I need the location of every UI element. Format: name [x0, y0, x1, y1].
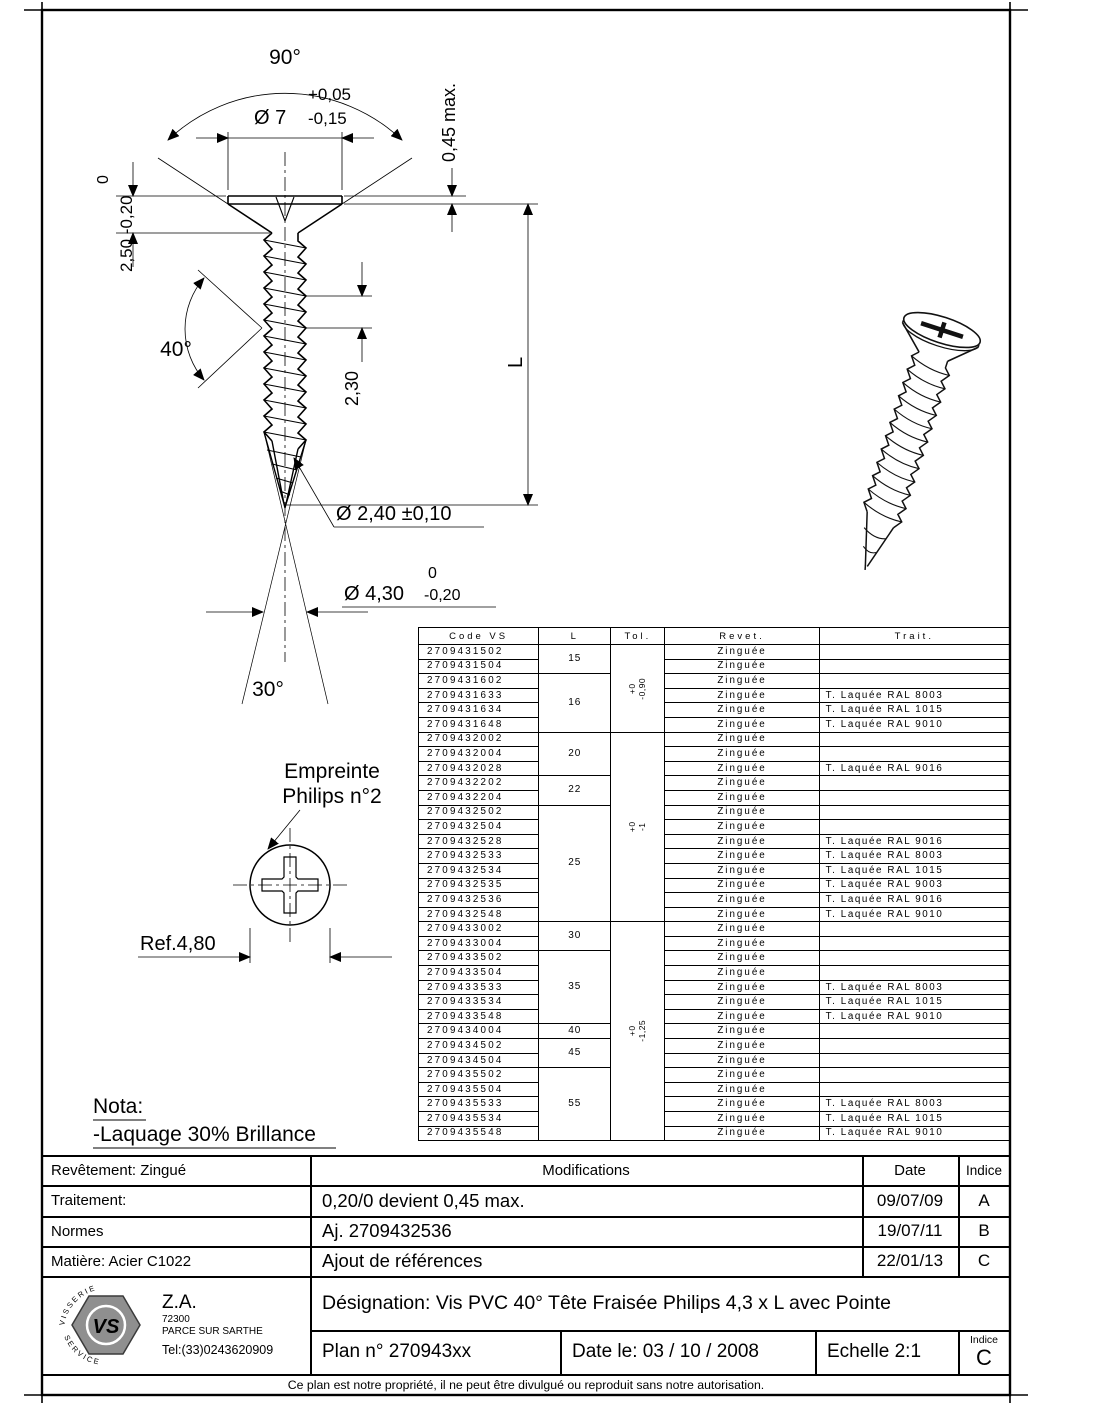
indice-label: Indice — [969, 1334, 999, 1347]
codes-row — [419, 761, 1010, 776]
revet-cell: Zinguée — [665, 922, 819, 937]
revet-cell: Zinguée — [665, 1126, 819, 1141]
vs-logo-icon — [54, 1277, 158, 1373]
codes-row — [419, 966, 1010, 981]
designation: Désignation: Vis PVC 40° Tête Fraisée Philips 4,3 x L avec Pointe — [322, 1291, 891, 1314]
modification-indice: B — [978, 1221, 990, 1240]
dim-d7-label: Ø 7 — [254, 107, 287, 129]
trait-cell: T. Laquée RAL 8003 — [819, 1097, 1009, 1112]
trait-cell — [819, 820, 1009, 835]
code-cell: 2709431504 — [419, 659, 539, 674]
indice-value: C — [976, 1344, 992, 1370]
revet-cell: Zinguée — [665, 834, 819, 849]
code-cell: 2709433534 — [419, 995, 539, 1010]
codes-row — [419, 776, 1010, 791]
modification-text: Ajout de références — [322, 1250, 483, 1271]
codes-row — [419, 834, 1010, 849]
codes-table — [418, 627, 1010, 1141]
logo-company-top: V I S S E R I E — [57, 1283, 96, 1327]
trait-cell — [819, 1082, 1009, 1097]
trait-cell: T. Laquée RAL 9010 — [819, 1009, 1009, 1024]
code-cell: 2709432028 — [419, 761, 539, 776]
modification-indice: C — [977, 1251, 991, 1270]
revet-cell: Zinguée — [665, 878, 819, 893]
code-cell: 2709433548 — [419, 1009, 539, 1024]
length-cell: 16 — [539, 674, 611, 732]
trait-cell — [819, 732, 1009, 747]
trait-cell: T. Laquée RAL 8003 — [819, 688, 1009, 703]
modification-indice: A — [978, 1190, 990, 1210]
codes-row — [419, 1068, 1010, 1083]
trait-cell — [819, 1053, 1009, 1068]
length-cell: 40 — [539, 1024, 611, 1039]
revet-cell: Zinguée — [665, 703, 819, 718]
codes-row — [419, 863, 1010, 878]
revet-cell: Zinguée — [665, 1024, 819, 1039]
revet-cell: Zinguée — [665, 659, 819, 674]
codes-col-header: Trait. — [819, 628, 1009, 645]
codes-row — [419, 659, 1010, 674]
logo-za: Z.A. — [162, 1292, 197, 1314]
codes-row — [419, 805, 1010, 820]
indice-header: Indice — [965, 1162, 1003, 1178]
recess-ref-label: Ref.4,80 — [140, 933, 216, 955]
code-cell: 2709432004 — [419, 747, 539, 762]
tolerance-cell: +0 -1,25 — [611, 922, 665, 1141]
revet-cell: Zinguée — [665, 820, 819, 835]
trait-cell — [819, 1068, 1009, 1083]
codes-row — [419, 732, 1010, 747]
trait-cell: T. Laquée RAL 1015 — [819, 1112, 1009, 1127]
codes-row — [419, 688, 1010, 703]
codes-col-header: Code VS — [419, 628, 539, 645]
dim-length-label: L — [505, 356, 527, 368]
code-cell: 2709431648 — [419, 717, 539, 732]
indice-cell — [958, 1330, 1010, 1374]
revet-cell: Zinguée — [665, 717, 819, 732]
code-cell: 2709432202 — [419, 776, 539, 791]
code-cell: 2709435533 — [419, 1097, 539, 1112]
modification-text: 0,20/0 devient 0,45 max. — [322, 1189, 525, 1211]
codes-row — [419, 717, 1010, 732]
logo-postal-code: 72300 — [162, 1314, 190, 1326]
revet-cell: Zinguée — [665, 1068, 819, 1083]
code-cell: 2709432504 — [419, 820, 539, 835]
trait-cell: T. Laquée RAL 9016 — [819, 761, 1009, 776]
property-notice: Ce plan est notre propriété, il ne peut être divulgué ou reproduit sans notre autorisation. — [287, 1377, 765, 1392]
codes-row — [419, 878, 1010, 893]
codes-row — [419, 790, 1010, 805]
trait-cell: T. Laquée RAL 9010 — [819, 907, 1009, 922]
revet-cell: Zinguée — [665, 1112, 819, 1127]
codes-col-header: Revet. — [665, 628, 819, 645]
code-cell: 2709433004 — [419, 936, 539, 951]
modification-text: Aj. 2709432536 — [322, 1220, 452, 1241]
scale: Echelle 2:1 — [827, 1341, 922, 1362]
recess-label-line1: Empreinte — [284, 760, 380, 783]
trait-cell — [819, 645, 1009, 660]
revet-cell: Zinguée — [665, 849, 819, 864]
length-cell: 22 — [539, 776, 611, 805]
code-cell: 2709431502 — [419, 645, 539, 660]
revet-cell: Zinguée — [665, 980, 819, 995]
codes-row — [419, 1039, 1010, 1054]
nota-title: Nota: — [93, 1095, 144, 1118]
code-cell: 2709432533 — [419, 849, 539, 864]
modification-date: 19/07/11 — [877, 1221, 943, 1240]
trait-cell: T. Laquée RAL 8003 — [819, 980, 1009, 995]
modification-date: 22/01/13 — [876, 1251, 944, 1270]
recess-label-line2: Philips n°2 — [282, 785, 382, 808]
trait-cell: T. Laquée RAL 9010 — [819, 717, 1009, 732]
revet-cell: Zinguée — [665, 674, 819, 689]
tolerance-cell: +0 -1 — [611, 732, 665, 922]
revet-cell: Zinguée — [665, 893, 819, 908]
dim-d7-tol-plus: +0,05 — [308, 85, 352, 104]
code-cell: 2709435502 — [419, 1068, 539, 1083]
code-cell: 2709432502 — [419, 805, 539, 820]
codes-row — [419, 1112, 1010, 1127]
revetement-label: Revêtement: Zingué — [51, 1161, 187, 1179]
length-cell: 25 — [539, 805, 611, 922]
code-cell: 2709435504 — [419, 1082, 539, 1097]
revet-cell: Zinguée — [665, 995, 819, 1010]
length-cell: 30 — [539, 922, 611, 951]
trait-cell — [819, 805, 1009, 820]
plan-number: Plan n° 270943xx — [322, 1341, 472, 1362]
dim-headh-label: 2,50 -0,20 — [117, 195, 136, 272]
revet-cell: Zinguée — [665, 1009, 819, 1024]
code-cell: 2709432535 — [419, 878, 539, 893]
code-cell: 2709434504 — [419, 1053, 539, 1068]
trait-cell — [819, 936, 1009, 951]
codes-row — [419, 1009, 1010, 1024]
revet-cell: Zinguée — [665, 747, 819, 762]
length-cell: 20 — [539, 732, 611, 776]
dim-40-label: 40° — [160, 338, 192, 361]
code-cell: 2709431634 — [419, 703, 539, 718]
codes-row — [419, 645, 1010, 660]
modifications-header: Modifications — [542, 1161, 630, 1179]
trait-cell — [819, 951, 1009, 966]
code-cell: 2709434502 — [419, 1039, 539, 1054]
revet-cell: Zinguée — [665, 1053, 819, 1068]
codes-row — [419, 747, 1010, 762]
trait-cell — [819, 776, 1009, 791]
dim-thickness-label: 0,45 max. — [439, 82, 459, 162]
code-cell: 2709432548 — [419, 907, 539, 922]
logo-company-bottom: S E R V I C E — [62, 1333, 100, 1367]
revet-cell: Zinguée — [665, 1097, 819, 1112]
code-cell: 2709432002 — [419, 732, 539, 747]
code-cell: 2709432536 — [419, 893, 539, 908]
tolerance-cell: +0 -0,90 — [611, 645, 665, 733]
logo-monogram: VS — [92, 1316, 120, 1338]
revet-cell: Zinguée — [665, 1082, 819, 1097]
codes-row — [419, 1082, 1010, 1097]
code-cell: 2709432534 — [419, 863, 539, 878]
code-cell: 2709433502 — [419, 951, 539, 966]
dim-pitch-label: 2,30 — [342, 370, 362, 406]
length-cell: 55 — [539, 1068, 611, 1141]
trait-cell: T. Laquée RAL 9016 — [819, 834, 1009, 849]
codes-row — [419, 893, 1010, 908]
code-cell: 2709431633 — [419, 688, 539, 703]
codes-row — [419, 922, 1010, 937]
length-cell: 15 — [539, 645, 611, 674]
code-cell: 2709435548 — [419, 1126, 539, 1141]
code-cell: 2709432528 — [419, 834, 539, 849]
nota-text: -Laquage 30% Brillance — [93, 1123, 316, 1146]
dim-outer-tol-minus: -0,20 — [424, 587, 461, 604]
code-cell: 2709431602 — [419, 674, 539, 689]
revet-cell: Zinguée — [665, 936, 819, 951]
codes-row — [419, 674, 1010, 689]
codes-row — [419, 995, 1010, 1010]
trait-cell: T. Laquée RAL 1015 — [819, 863, 1009, 878]
codes-row — [419, 1053, 1010, 1068]
trait-cell: T. Laquée RAL 9016 — [819, 893, 1009, 908]
revet-cell: Zinguée — [665, 732, 819, 747]
revet-cell: Zinguée — [665, 1039, 819, 1054]
codes-col-header: L — [539, 628, 611, 645]
codes-col-header: Tol. — [611, 628, 665, 645]
code-cell: 2709435534 — [419, 1112, 539, 1127]
revet-cell: Zinguée — [665, 863, 819, 878]
date-header: Date — [894, 1161, 926, 1179]
trait-cell: T. Laquée RAL 1015 — [819, 995, 1009, 1010]
codes-row — [419, 849, 1010, 864]
codes-row — [419, 820, 1010, 835]
codes-row — [419, 980, 1010, 995]
trait-cell — [819, 966, 1009, 981]
codes-row — [419, 1126, 1010, 1141]
traitement-label: Traitement: — [51, 1192, 127, 1209]
revet-cell: Zinguée — [665, 951, 819, 966]
screw-front-view — [228, 152, 342, 704]
dim-outer-tol-zero: 0 — [428, 565, 437, 582]
revet-cell: Zinguée — [665, 761, 819, 776]
code-cell: 2709433002 — [419, 922, 539, 937]
codes-row — [419, 907, 1010, 922]
normes-label: Normes — [51, 1222, 104, 1240]
matiere-label: Matière: Acier C1022 — [51, 1252, 192, 1270]
trait-cell — [819, 747, 1009, 762]
modification-date: 09/07/09 — [876, 1190, 944, 1210]
code-cell: 2709433533 — [419, 980, 539, 995]
revet-cell: Zinguée — [665, 645, 819, 660]
codes-row — [419, 951, 1010, 966]
code-cell: 2709433504 — [419, 966, 539, 981]
dim-headh-tol-zero: 0 — [95, 175, 112, 184]
codes-row — [419, 936, 1010, 951]
trait-cell — [819, 674, 1009, 689]
revet-cell: Zinguée — [665, 790, 819, 805]
trait-cell: T. Laquée RAL 9010 — [819, 1126, 1009, 1141]
dim-d7-tol-minus: -0,15 — [308, 109, 347, 128]
screw-3d-view — [826, 305, 984, 582]
dim-outer-label: Ø 4,30 — [344, 583, 405, 605]
codes-row — [419, 1024, 1010, 1039]
trait-cell: T. Laquée RAL 9003 — [819, 878, 1009, 893]
codes-row — [419, 703, 1010, 718]
dim-90-label: 90° — [269, 46, 301, 69]
revet-cell: Zinguée — [665, 966, 819, 981]
length-cell: 35 — [539, 951, 611, 1024]
company-logo — [42, 1276, 322, 1374]
trait-cell — [819, 1024, 1009, 1039]
logo-city: PARCE SUR SARTHE — [162, 1325, 263, 1337]
length-cell: 45 — [539, 1039, 611, 1068]
revet-cell: Zinguée — [665, 776, 819, 791]
logo-phone: Tel:(33)0243620909 — [162, 1343, 274, 1358]
trait-cell: T. Laquée RAL 1015 — [819, 703, 1009, 718]
title-block — [42, 1155, 1010, 1395]
trait-cell: T. Laquée RAL 8003 — [819, 849, 1009, 864]
codes-row — [419, 1097, 1010, 1112]
dim-core-label: Ø 2,40 ±0,10 — [336, 503, 452, 525]
dim-30-label: 30° — [252, 678, 284, 701]
code-cell: 2709434004 — [419, 1024, 539, 1039]
trait-cell — [819, 790, 1009, 805]
code-cell: 2709432204 — [419, 790, 539, 805]
plan-date: Date le: 03 / 10 / 2008 — [572, 1341, 759, 1362]
revet-cell: Zinguée — [665, 907, 819, 922]
trait-cell — [819, 659, 1009, 674]
trait-cell — [819, 922, 1009, 937]
revet-cell: Zinguée — [665, 805, 819, 820]
revet-cell: Zinguée — [665, 688, 819, 703]
trait-cell — [819, 1039, 1009, 1054]
